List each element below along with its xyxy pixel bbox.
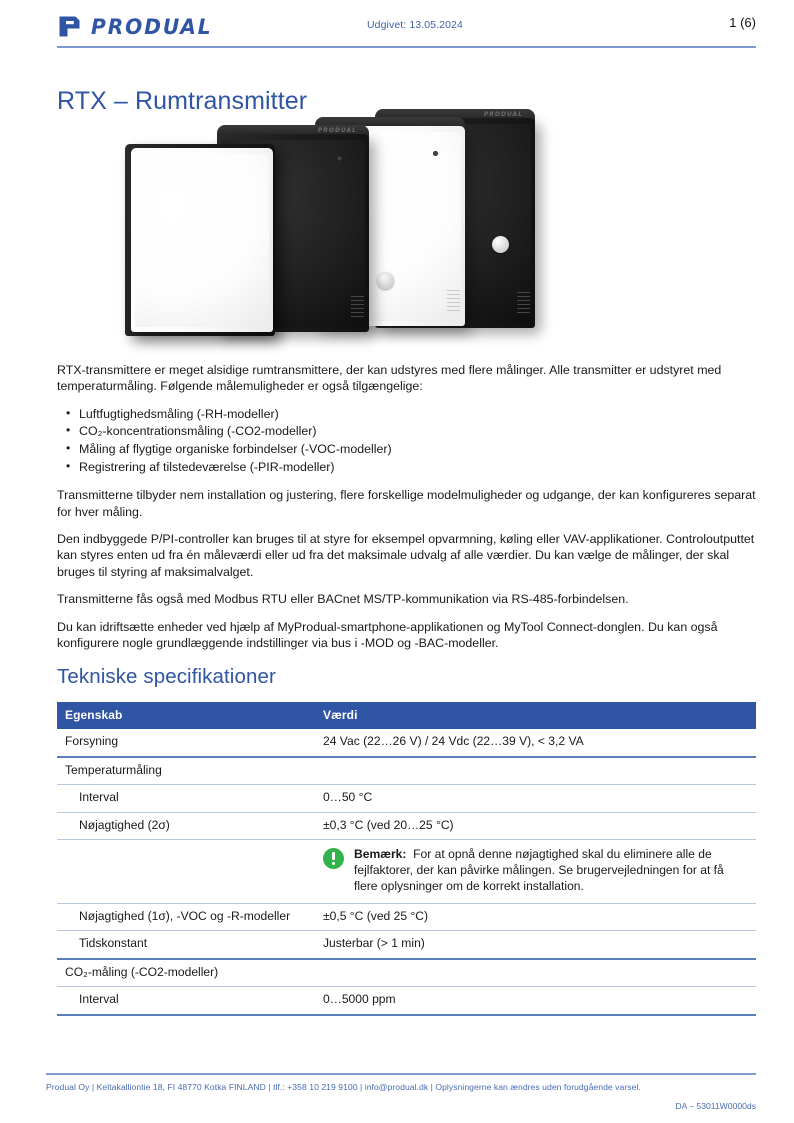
- table-note-row: [57, 840, 756, 903]
- intro-paragraph-4: Transmitterne fås også med Modbus RTU eller BACnet MS/TP-kommunikation via RS-485-forbindelsen.: [57, 592, 629, 607]
- list-item: • Registrering af tilstedeværelse (-PIR-modeller): [79, 459, 756, 477]
- table-row: [57, 931, 756, 959]
- spec-value: Justerbar (> 1 min): [315, 931, 756, 959]
- unit-brand-label: PRODUAL: [317, 127, 357, 134]
- produal-logo-text: PRODUAL: [91, 14, 213, 39]
- main-content: [57, 362, 756, 1016]
- table-row: [57, 729, 756, 757]
- produal-p-mark-icon: [57, 14, 82, 39]
- list-item: • CO₂-koncentrationsmåling (-CO2-modeller): [79, 423, 756, 441]
- spec-property: Forsyning: [65, 734, 119, 749]
- spec-property: Interval: [57, 785, 315, 813]
- spec-value: [315, 757, 756, 785]
- spec-property: Nøjagtighed (2σ): [57, 812, 315, 840]
- note-text: [354, 847, 748, 894]
- green-exclamation-icon: [323, 848, 344, 869]
- spec-property: Nøjagtighed (1σ), -VOC og -R-modeller: [57, 903, 315, 931]
- table-row: [57, 903, 756, 931]
- spec-value: 24 Vac (22…26 V) / 24 Vdc (22…39 V), < 3,2 VA: [323, 734, 584, 749]
- unit-vents: [351, 296, 364, 318]
- note-label: Bemærk:: [354, 847, 407, 862]
- footer-divider: [46, 1073, 756, 1075]
- unit-face: [135, 154, 269, 327]
- list-item: • Måling af flygtige organiske forbindelser (-VOC-modeller): [79, 441, 756, 459]
- page-title: RTX – Rumtransmitter: [57, 86, 308, 115]
- spec-property: Interval: [57, 987, 315, 1015]
- intro-paragraph-2: Transmitterne tilbyder nem installation og justering, flere forskellige modelmuligheder og udgange, der kan konfigureres separat for hver måling.: [57, 488, 756, 519]
- table-row: [57, 987, 756, 1015]
- spec-note-cell: [315, 840, 756, 903]
- unit-vents: [517, 292, 530, 314]
- intro-paragraph-3: Den indbyggede P/PI-controller kan bruges til at styre for eksempel opvarmning, køling eller VAV-applikationer. Controloutputtet kan styres enten ud fra én måleværdi eller ud fra det maksimale udvalg af alle værdier. Du kan vælge de målinger, der skal bruges til styring af maksimalvalget.: [57, 532, 755, 579]
- measurement-options-list: [57, 406, 756, 476]
- table-header-row: [57, 702, 756, 729]
- note-body: For at opnå denne nøjagtighed skal du eliminere alle de fejlfaktorer, der kan påvirke målingen. Se brugervejledningen for at få flere oplysninger om de korrekt installation.: [354, 847, 724, 894]
- unit-led: [337, 156, 342, 161]
- table-group-row: [57, 959, 756, 987]
- unit-brand-label: PRODUAL: [483, 111, 523, 118]
- table-row: [57, 812, 756, 840]
- produal-logo: [57, 14, 218, 39]
- intro-paragraph-5: Du kan idriftsætte enheder ved hjælp af MyProdual-smartphone-applikationen og MyTool Connect-donglen. Du kan også konfigurere nogle grundlæggende indstillinger via bus i -MOD og -BAC-modeller.: [57, 619, 718, 651]
- published-date: Udgivet: 13.05.2024: [367, 19, 463, 31]
- footer-document-code: DA – 53011W0000ds: [675, 1101, 756, 1111]
- spec-value: 0…50 °C: [315, 785, 756, 813]
- unit-pir-dome: [492, 236, 509, 253]
- unit-led: [433, 151, 438, 156]
- spec-value: [315, 959, 756, 987]
- table-row: [57, 785, 756, 813]
- spec-value: ±0,5 °C (ved 25 °C): [315, 903, 756, 931]
- specifications-table: [57, 702, 756, 1015]
- column-header-property: Egenskab: [57, 702, 315, 729]
- header-divider: [57, 46, 756, 48]
- spec-property-empty: [57, 840, 315, 903]
- note-box: [323, 845, 748, 896]
- spec-value: ±0,3 °C (ved 20…25 °C): [315, 812, 756, 840]
- page-number: 1 (6): [729, 15, 756, 30]
- product-unit-white-front: [131, 148, 273, 332]
- section-heading-technical-specifications: Tekniske specifikationer: [57, 665, 276, 689]
- spec-value: 0…5000 ppm: [315, 987, 756, 1015]
- unit-body: [131, 148, 273, 332]
- unit-pir-dome: [377, 272, 394, 289]
- footer-company-line: Produal Oy | Keltakalliontie 18, FI 48770 Kotka FINLAND | tlf.: +358 10 219 9100 | info@produal.dk | Oplysningerne kan ændres uden forudgående varsel.: [46, 1082, 641, 1092]
- spec-property: Tidskonstant: [57, 931, 315, 959]
- product-photo: [125, 112, 685, 352]
- spec-group-label: Temperaturmåling: [57, 757, 315, 785]
- table-group-row: [57, 757, 756, 785]
- page-header: [57, 12, 756, 46]
- intro-paragraph-1: RTX-transmittere er meget alsidige rumtransmittere, der kan udstyres med flere målinger. Alle transmitter er udstyret med temperaturmåling. Følgende målemuligheder er også tilgængelige:: [57, 363, 722, 394]
- column-header-value: Værdi: [315, 702, 756, 729]
- unit-vents: [447, 290, 460, 312]
- list-item: • Luftfugtighedsmåling (-RH-modeller): [79, 406, 756, 424]
- spec-group-label: CO₂-måling (-CO2-modeller): [57, 959, 315, 987]
